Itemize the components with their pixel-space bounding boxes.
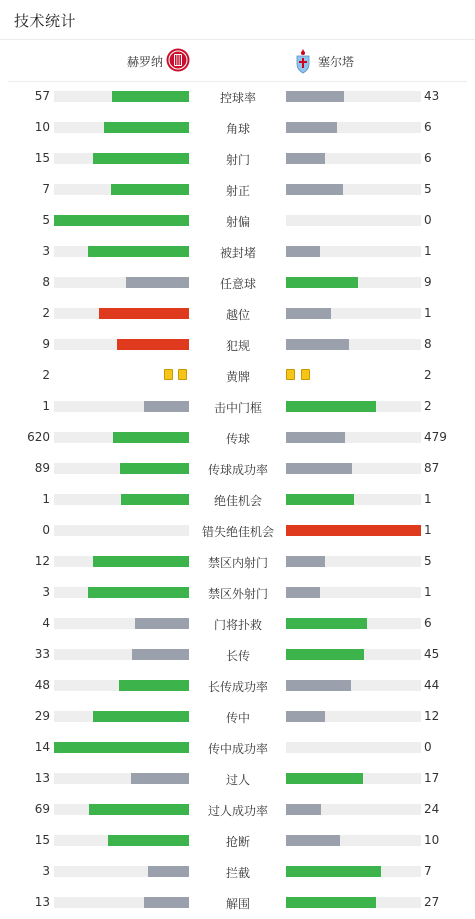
away-value: 1	[424, 306, 432, 320]
stat-row	[0, 175, 475, 206]
stats-list	[0, 82, 475, 919]
stat-row	[0, 361, 475, 392]
home-bar-track	[54, 463, 189, 474]
home-value: 3	[42, 864, 50, 878]
home-value: 1	[42, 399, 50, 413]
away-bar-fill	[286, 184, 343, 195]
away-value: 9	[424, 275, 432, 289]
away-value: 6	[424, 120, 432, 134]
away-bar-fill	[286, 339, 349, 350]
home-value: 2	[42, 306, 50, 320]
away-value: 7	[424, 864, 432, 878]
stat-row	[0, 826, 475, 857]
away-bar-track	[286, 556, 421, 567]
home-value: 33	[34, 647, 50, 661]
stat-label: 解围	[225, 897, 250, 911]
stat-label: 门将扑救	[213, 618, 262, 632]
home-value: 4	[42, 616, 50, 630]
away-bar-track	[286, 649, 421, 660]
home-bar-track	[54, 866, 189, 877]
home-value: 3	[42, 244, 50, 258]
home-bar-fill	[104, 122, 189, 133]
home-value: 15	[34, 151, 50, 165]
home-bar-fill	[135, 618, 189, 629]
away-bar-fill	[286, 618, 367, 629]
away-value: 2	[424, 399, 432, 413]
away-bar-fill	[286, 277, 358, 288]
stat-label: 越位	[225, 308, 250, 322]
away-bar-fill	[286, 246, 320, 257]
stat-row	[0, 764, 475, 795]
home-value: 13	[34, 771, 50, 785]
stat-label: 传球	[225, 432, 250, 446]
yellow-card-icon	[164, 369, 173, 380]
stat-row	[0, 330, 475, 361]
away-bar-fill	[286, 587, 320, 598]
stat-label: 禁区外射门	[207, 587, 268, 601]
home-value: 3	[42, 585, 50, 599]
home-bar-track	[54, 246, 189, 257]
home-value: 12	[34, 554, 50, 568]
home-bar-fill	[88, 587, 189, 598]
away-bar-track	[286, 618, 421, 629]
away-value: 87	[424, 461, 440, 475]
away-value: 2	[424, 368, 432, 382]
stat-label: 绝佳机会	[213, 494, 262, 508]
away-bar-fill	[286, 122, 337, 133]
away-bar-track	[286, 804, 421, 815]
away-bar-track	[286, 153, 421, 164]
home-bar-fill	[126, 277, 189, 288]
home-bar-track	[54, 308, 189, 319]
away-bar-track	[286, 246, 421, 257]
away-bar-fill	[286, 463, 352, 474]
away-bar-fill	[286, 91, 344, 102]
stat-label: 过人	[225, 773, 250, 787]
stat-label: 传中成功率	[207, 742, 268, 756]
home-bar-track	[54, 618, 189, 629]
stat-label: 长传	[225, 649, 250, 663]
away-bar-track	[286, 587, 421, 598]
stat-row	[0, 299, 475, 330]
stat-row	[0, 423, 475, 454]
away-bar-fill	[286, 308, 331, 319]
stat-label: 射门	[225, 153, 250, 167]
stat-row	[0, 547, 475, 578]
page-title: 技术统计	[14, 12, 77, 30]
home-bar-fill	[93, 153, 189, 164]
stat-label: 射偏	[225, 215, 250, 229]
away-bar-track	[286, 680, 421, 691]
away-value: 1	[424, 244, 432, 258]
away-bar-track	[286, 742, 421, 753]
home-bar-track	[54, 339, 189, 350]
home-value: 69	[34, 802, 50, 816]
stat-row	[0, 268, 475, 299]
home-bar-fill	[144, 401, 189, 412]
home-bar-fill	[113, 432, 189, 443]
home-value: 57	[34, 89, 50, 103]
home-bar-fill	[99, 308, 189, 319]
away-bar-fill	[286, 556, 325, 567]
home-value: 2	[42, 368, 50, 382]
home-bar-fill	[111, 184, 189, 195]
yellow-card-icon	[178, 369, 187, 380]
teams-bar	[0, 40, 475, 82]
away-bar-track	[286, 432, 421, 443]
home-bar-track	[54, 742, 189, 753]
away-bar-track	[286, 308, 421, 319]
stat-label: 控球率	[219, 91, 256, 105]
home-bar-track	[54, 804, 189, 815]
stat-row	[0, 485, 475, 516]
home-bar-track	[54, 277, 189, 288]
away-bar-fill	[286, 711, 325, 722]
stat-label: 被封堵	[219, 246, 256, 260]
home-bar-track	[54, 649, 189, 660]
home-bar-fill	[131, 773, 189, 784]
stat-row	[0, 82, 475, 113]
stat-label: 击中门框	[213, 401, 262, 415]
away-bar-fill	[286, 153, 325, 164]
home-team-name[interactable]: 赫罗纳	[126, 55, 163, 69]
away-value: 5	[424, 182, 432, 196]
away-bar-fill	[286, 866, 381, 877]
away-bar-track	[286, 866, 421, 877]
home-value: 14	[34, 740, 50, 754]
away-bar-fill	[286, 897, 376, 908]
home-bar-fill	[54, 215, 189, 226]
away-bar-track	[286, 339, 421, 350]
home-bar-track	[54, 556, 189, 567]
home-bar-track	[54, 680, 189, 691]
away-value: 479	[424, 430, 447, 444]
away-value: 43	[424, 89, 440, 103]
stat-label: 错失绝佳机会	[201, 525, 274, 539]
away-bar-fill	[286, 494, 354, 505]
home-bar-fill	[93, 556, 189, 567]
home-bar-fill	[93, 711, 189, 722]
away-bar-fill	[286, 773, 363, 784]
away-value: 1	[424, 585, 432, 599]
away-bar-fill	[286, 649, 364, 660]
away-value: 0	[424, 740, 432, 754]
stat-label: 长传成功率	[207, 680, 268, 694]
home-value: 7	[42, 182, 50, 196]
home-bar-fill	[117, 339, 189, 350]
stat-row	[0, 113, 475, 144]
away-bar-track	[286, 463, 421, 474]
home-bar-fill	[88, 246, 189, 257]
away-value: 45	[424, 647, 440, 661]
stat-row	[0, 516, 475, 547]
away-bar-track	[286, 494, 421, 505]
home-value: 10	[34, 120, 50, 134]
home-value: 48	[34, 678, 50, 692]
away-value: 1	[424, 523, 432, 537]
home-value: 0	[42, 523, 50, 537]
home-bar-fill	[144, 897, 189, 908]
stat-label: 传中	[225, 711, 250, 725]
stat-row	[0, 237, 475, 268]
away-bar-fill	[286, 432, 345, 443]
yellow-card-icon	[301, 369, 310, 380]
away-bar-track	[286, 215, 421, 226]
stat-row	[0, 640, 475, 671]
celta-logo-icon[interactable]	[294, 48, 312, 74]
away-value: 24	[424, 802, 440, 816]
away-bar-fill	[286, 525, 421, 536]
home-bar-fill	[89, 804, 189, 815]
home-bar-fill	[132, 649, 189, 660]
stat-row	[0, 795, 475, 826]
away-value: 17	[424, 771, 440, 785]
away-bar-track	[286, 897, 421, 908]
home-bar-track	[54, 773, 189, 784]
stat-row	[0, 888, 475, 919]
home-value: 620	[27, 430, 50, 444]
stat-row	[0, 454, 475, 485]
away-bar-track	[286, 525, 421, 536]
stat-row	[0, 392, 475, 423]
stat-row	[0, 857, 475, 888]
away-bar-track	[286, 711, 421, 722]
home-value: 15	[34, 833, 50, 847]
home-bar-fill	[121, 494, 189, 505]
stat-row	[0, 671, 475, 702]
away-value: 44	[424, 678, 440, 692]
stat-row	[0, 144, 475, 175]
stat-row	[0, 206, 475, 237]
home-value: 13	[34, 895, 50, 909]
stat-label: 拦截	[225, 866, 250, 880]
home-bar-fill	[119, 680, 189, 691]
stat-label: 任意球	[219, 277, 256, 291]
away-bar-track	[286, 835, 421, 846]
away-value: 0	[424, 213, 432, 227]
stat-label: 抢断	[225, 835, 250, 849]
stat-label: 射正	[225, 184, 250, 198]
girona-logo-icon[interactable]	[166, 48, 190, 72]
home-value: 1	[42, 492, 50, 506]
header	[0, 0, 475, 40]
home-bar-track	[54, 835, 189, 846]
away-bar-track	[286, 122, 421, 133]
stat-row	[0, 733, 475, 764]
stat-label: 黄牌	[225, 370, 250, 384]
away-bar-fill	[286, 401, 376, 412]
stat-label: 禁区内射门	[207, 556, 268, 570]
away-bar-track	[286, 401, 421, 412]
home-bar-track	[54, 215, 189, 226]
home-value: 5	[42, 213, 50, 227]
yellow-card-icon	[286, 369, 295, 380]
stat-label: 过人成功率	[207, 804, 268, 818]
home-bar-track	[54, 711, 189, 722]
away-value: 27	[424, 895, 440, 909]
home-bar-fill	[108, 835, 189, 846]
home-bar-track	[54, 897, 189, 908]
away-bar-track	[286, 91, 421, 102]
away-bar-track	[286, 773, 421, 784]
home-bar-track	[54, 184, 189, 195]
home-bar-track	[54, 587, 189, 598]
home-bar-track	[54, 494, 189, 505]
away-value: 6	[424, 616, 432, 630]
away-value: 8	[424, 337, 432, 351]
away-bar-track	[286, 277, 421, 288]
home-bar-track	[54, 91, 189, 102]
home-bar-fill	[120, 463, 189, 474]
home-bar-track	[54, 401, 189, 412]
stat-row	[0, 702, 475, 733]
home-value: 8	[42, 275, 50, 289]
away-value: 10	[424, 833, 440, 847]
home-value: 29	[34, 709, 50, 723]
away-value: 5	[424, 554, 432, 568]
stat-label: 传球成功率	[207, 463, 268, 477]
home-bar-fill	[148, 866, 189, 877]
stat-label: 犯规	[225, 339, 250, 353]
home-bar-track	[54, 122, 189, 133]
home-bar-track	[54, 153, 189, 164]
home-bar-track	[54, 432, 189, 443]
away-bar-fill	[286, 804, 321, 815]
stat-label: 角球	[225, 122, 250, 136]
away-value: 6	[424, 151, 432, 165]
home-bar-track	[54, 525, 189, 536]
home-value: 9	[42, 337, 50, 351]
home-bar-fill	[54, 742, 189, 753]
stat-row	[0, 578, 475, 609]
home-bar-fill	[112, 91, 189, 102]
away-bar-track	[286, 184, 421, 195]
away-value: 1	[424, 492, 432, 506]
stat-row	[0, 609, 475, 640]
home-value: 89	[34, 461, 50, 475]
away-value: 12	[424, 709, 440, 723]
away-bar-fill	[286, 680, 351, 691]
away-bar-fill	[286, 835, 340, 846]
away-team-name[interactable]: 塞尔塔	[318, 55, 355, 69]
